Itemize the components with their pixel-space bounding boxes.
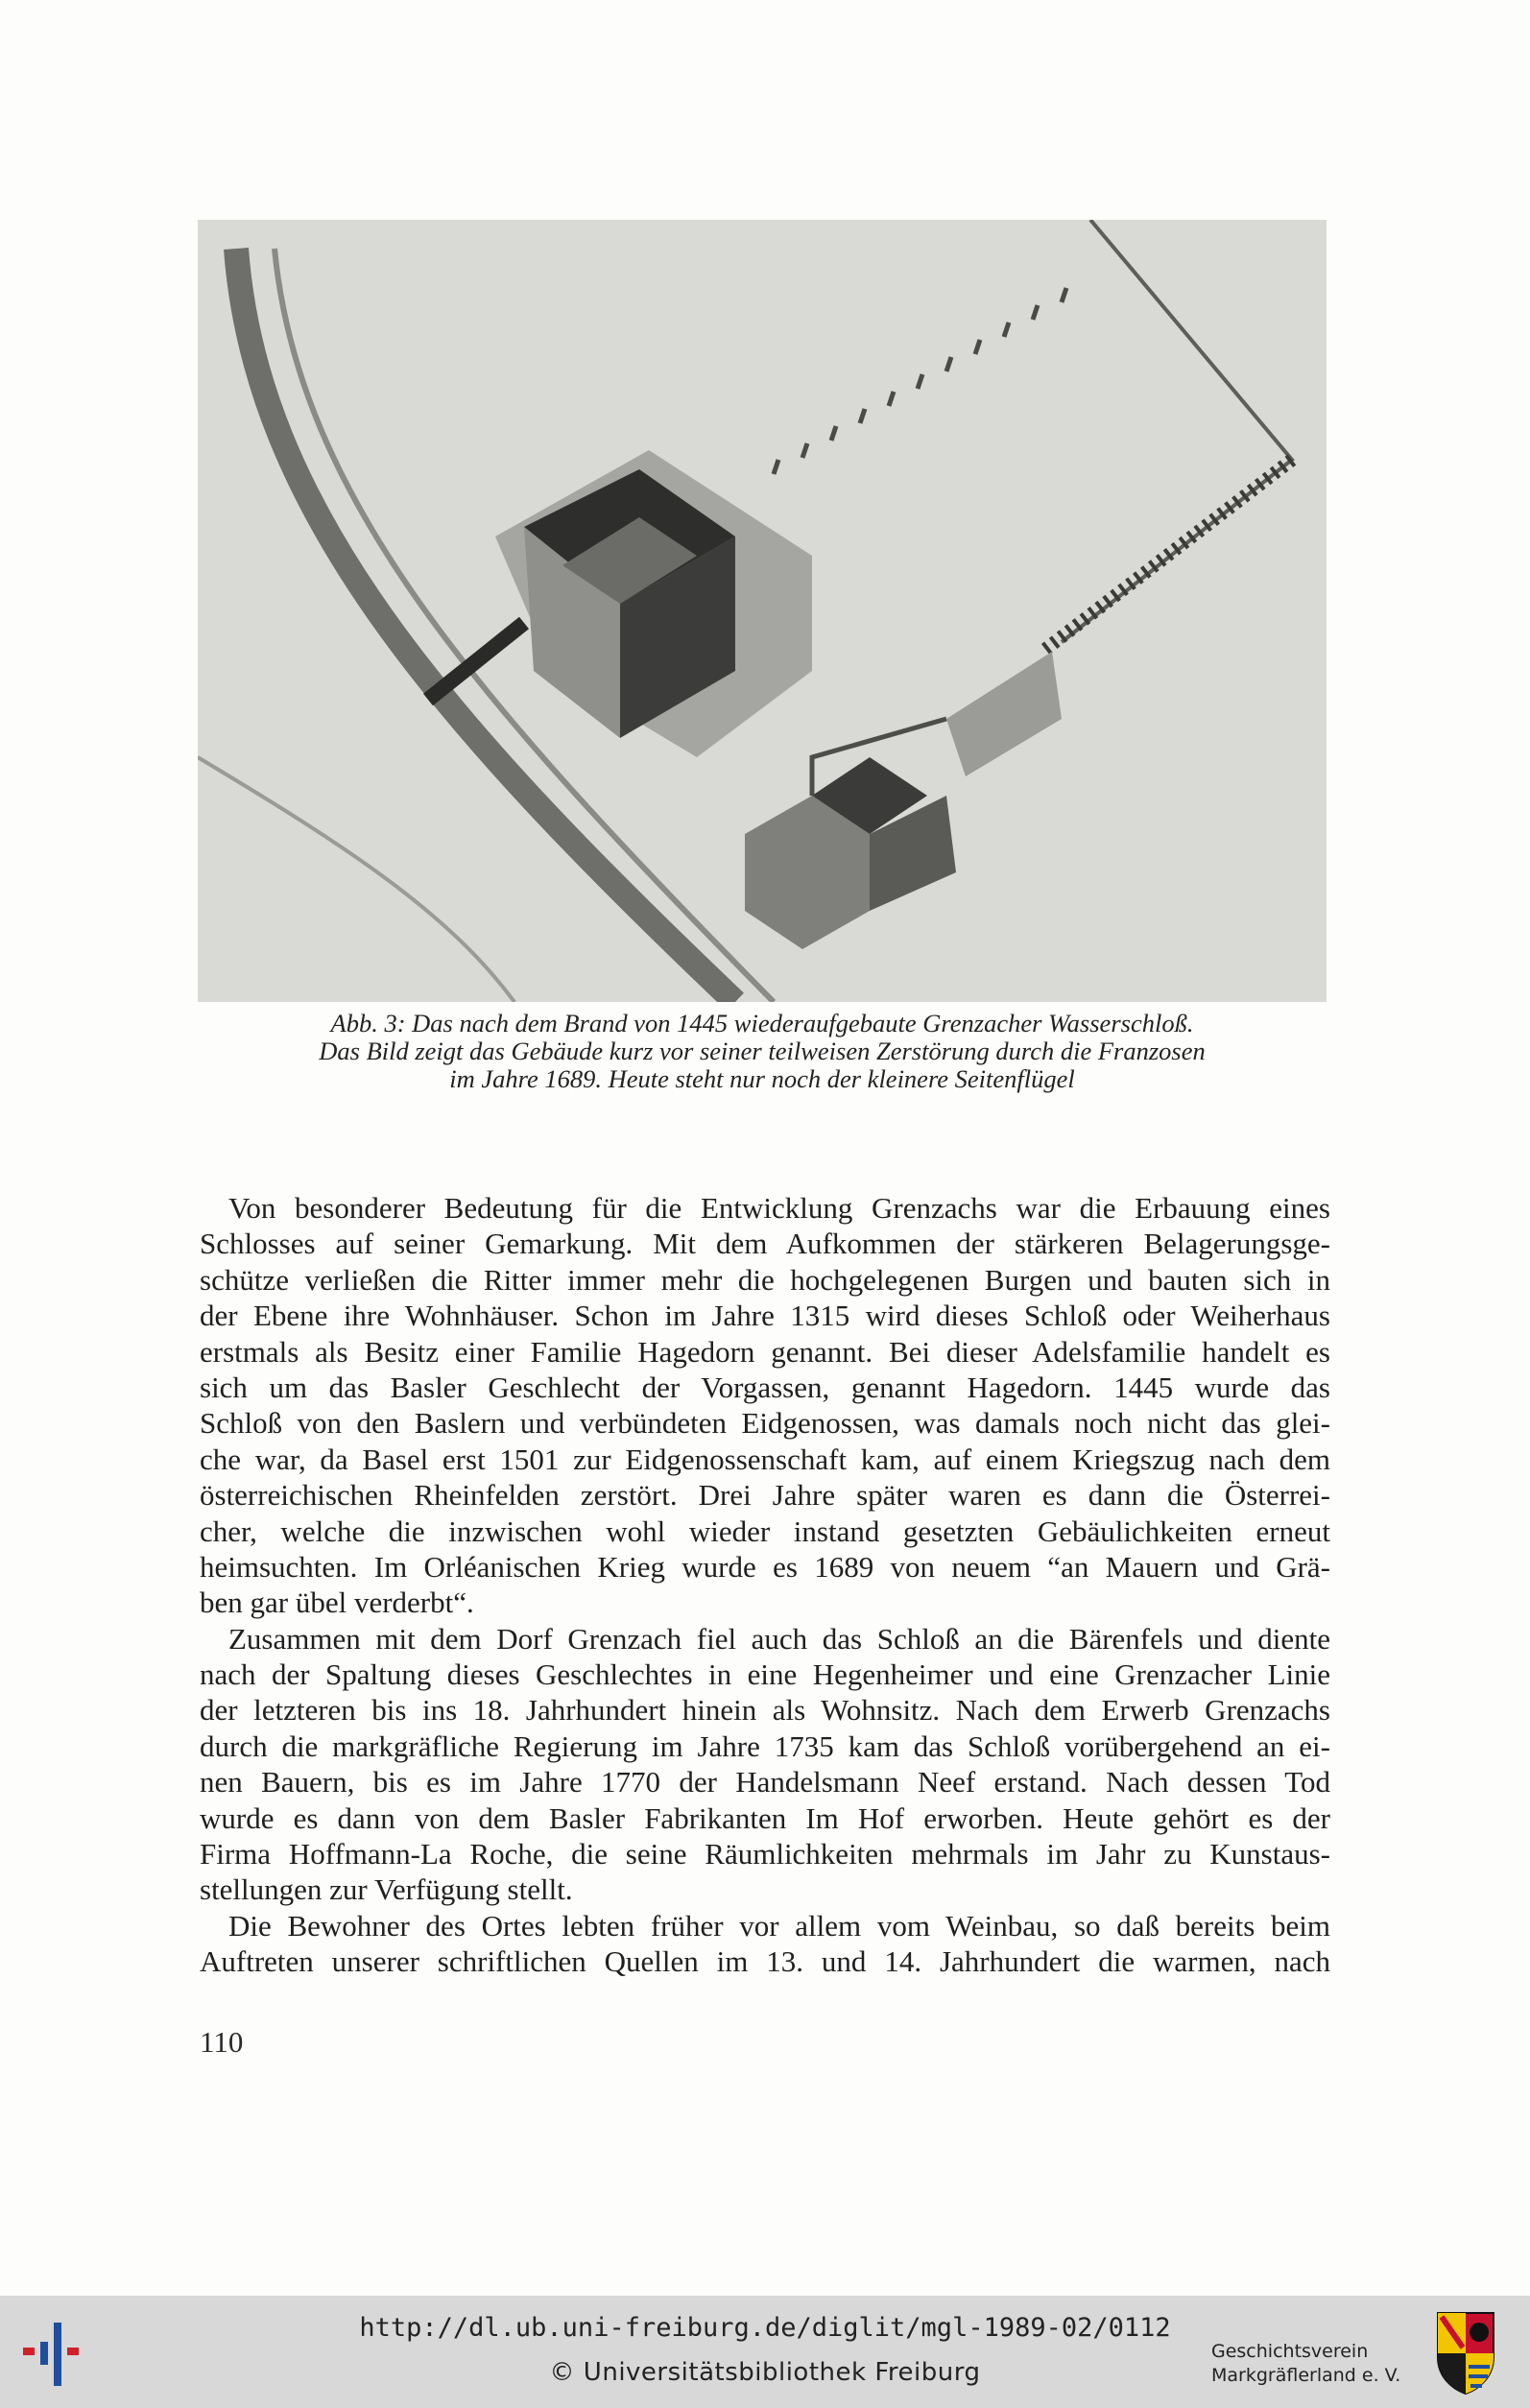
text-line: der letzteren bis ins 18. Jahrhundert hinein als Wohnsitz. Nach dem Erwerb Grenzachs: [200, 1693, 1330, 1728]
figure-caption: [198, 1010, 1327, 1093]
society-line: Geschichtsverein: [1211, 2341, 1369, 2362]
text-line: Die Bewohner des Ortes lebten früher vor allem vom Weinbau, so daß bereits beim: [228, 1908, 1330, 1943]
text-line: wurde es dann von dem Basler Fabrikanten Im Hof erworben. Heute gehört es der: [200, 1800, 1330, 1835]
text-line: österreichischen Rheinfelden zerstört. Drei Jahre später waren es dann die Österrei-: [200, 1478, 1330, 1513]
text-line: sich um das Basler Geschlecht der Vorgassen, genannt Hagedorn. 1445 wurde das: [200, 1370, 1330, 1404]
text-line: Auftreten unserer schriftlichen Quellen im 13. und 14. Jahrhundert die warmen, nach: [200, 1944, 1330, 1979]
text-line: Von besonderer Bedeutung für die Entwicklung Grenzachs war die Erbauung eines: [228, 1191, 1330, 1225]
coat-of-arms-icon[interactable]: [1434, 2309, 1497, 2396]
body-text: [200, 1190, 1330, 1980]
text-line: cher, welche die inzwischen wohl wieder instand gesetzten Gebäulichkeiten erneut: [200, 1514, 1330, 1548]
text-line: che war, da Basel erst 1501 zur Eidgenossenschaft kam, auf einem Kriegszug nach dem: [200, 1442, 1330, 1476]
historical-figure: [198, 220, 1327, 1002]
text-line: nen Bauern, bis es im Jahre 1770 der Handelsmann Neef erstand. Nach dessen Tod: [200, 1765, 1330, 1800]
document-url-link[interactable]: http://dl.ub.uni-freiburg.de/diglit/mgl-1989-02/0112: [359, 2313, 1171, 2343]
text-line: Zusammen mit dem Dorf Grenzach fiel auch das Schloß an die Bärenfels und diente: [228, 1621, 1330, 1656]
page-number: 110: [200, 2025, 244, 2059]
viewer-footer: [0, 2296, 1530, 2408]
copyright-text: © Universitätsbibliothek Freiburg: [549, 2358, 981, 2387]
castle-drawing-icon: [198, 220, 1327, 1002]
text-line: Schloß von den Baslern und verbündeten Eidgenossen, was damals noch nicht das glei-: [200, 1406, 1330, 1441]
text-line: Firma Hoffmann-La Roche, die seine Räumlichkeiten mehrmals im Jahr zu Kunstaus-: [200, 1837, 1330, 1872]
text-line: der Ebene ihre Wohnhäuser. Schon im Jahre 1315 wird dieses Schloß oder Weiherhaus: [200, 1299, 1330, 1333]
society-line: Markgräflerland e. V.: [1211, 2365, 1401, 2386]
caption-line: im Jahre 1689. Heute steht nur noch der kleinere Seitenflügel: [449, 1064, 1075, 1093]
text-line: nach der Spaltung dieses Geschlechtes in eine Hegenheimer und eine Grenzacher Linie: [200, 1657, 1330, 1692]
caption-line: Das Bild zeigt das Gebäude kurz vor seiner teilweisen Zerstörung durch die Franzosen: [319, 1037, 1206, 1065]
text-line: durch die markgräfliche Regierung im Jahre 1735 kam das Schloß vorübergehend an ei-: [200, 1729, 1330, 1763]
text-line: heimsuchten. Im Orléanischen Krieg wurde es 1689 von neuem “an Mauern und Grä-: [200, 1549, 1330, 1584]
text-line: schütze verließen die Ritter immer mehr die hochgelegenen Burgen und bauten sich in: [200, 1262, 1330, 1297]
text-line: erstmals als Besitz einer Familie Hagedorn genannt. Bei dieser Adelsfamilie handelt es: [200, 1334, 1330, 1369]
text-line: ben gar übel verderbt“.: [200, 1585, 474, 1620]
society-name: [1211, 2340, 1400, 2388]
caption-line: Abb. 3: Das nach dem Brand von 1445 wiederaufgebaute Grenzacher Wasserschloß.: [330, 1009, 1194, 1037]
text-line: stellungen zur Verfügung stellt.: [200, 1872, 573, 1907]
text-line: Schlosses auf seiner Gemarkung. Mit dem Aufkommen der stärkeren Belagerungsge-: [200, 1227, 1330, 1261]
